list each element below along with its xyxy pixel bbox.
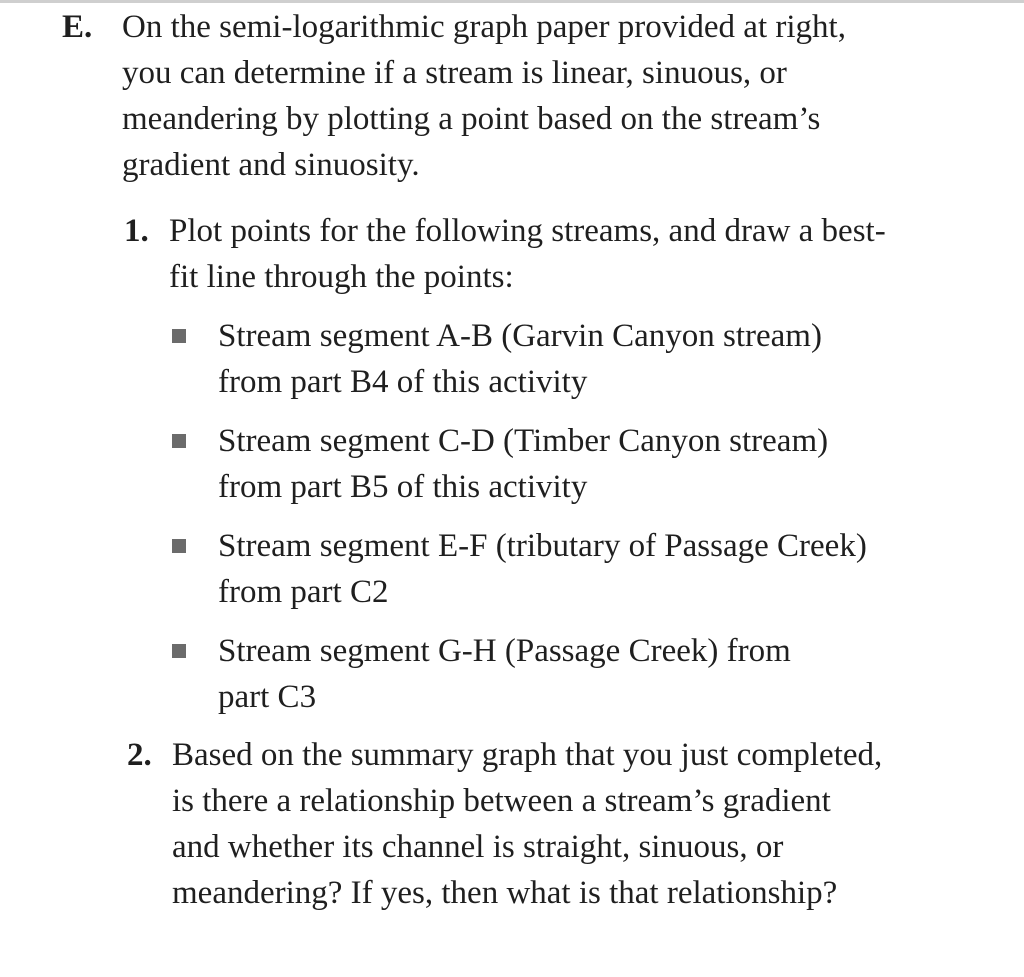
bullet-line: part C3 (218, 679, 317, 715)
square-bullet-icon (172, 329, 186, 343)
square-bullet-icon (172, 539, 186, 553)
bullet-text (218, 523, 952, 615)
section-e-paragraph (122, 4, 972, 188)
bullet-line: Stream segment A-B (Garvin Canyon stream) (218, 318, 822, 354)
item-2-text (172, 732, 1007, 916)
bullet-line: from part B5 of this activity (218, 469, 588, 505)
item-2-line: and whether its channel is straight, sinuous, or (172, 829, 784, 865)
section-e (62, 4, 972, 188)
section-e-line: you can determine if a stream is linear, sinuous, or (122, 55, 787, 91)
bullet-item-g-h (172, 628, 952, 720)
bullet-text (218, 313, 952, 405)
section-e-line: On the semi-logarithmic graph paper provided at right, (122, 9, 846, 45)
bullet-item-e-f (172, 523, 952, 615)
section-label: E. (62, 9, 93, 45)
item-1-line: fit line through the points: (169, 259, 514, 295)
item-number: 2. (127, 737, 152, 773)
item-2-line: is there a relationship between a stream’s gradient (172, 783, 831, 819)
item-2-line: Based on the summary graph that you just completed, (172, 737, 883, 773)
item-2 (127, 732, 1007, 916)
section-e-line: gradient and sinuosity. (122, 147, 420, 183)
item-number: 1. (124, 213, 149, 249)
section-e-line: meandering by plotting a point based on the stream’s (122, 101, 821, 137)
item-1-text (169, 208, 964, 300)
bullet-line: Stream segment E-F (tributary of Passage Creek) (218, 528, 867, 564)
bullet-text (218, 628, 952, 720)
item-1 (124, 208, 964, 300)
bullet-item-a-b (172, 313, 952, 405)
bullet-text (218, 418, 952, 510)
bullet-line: Stream segment C-D (Timber Canyon stream) (218, 423, 829, 459)
item-1-line: Plot points for the following streams, and draw a best- (169, 213, 886, 249)
item-2-line: meandering? If yes, then what is that relationship? (172, 875, 838, 911)
square-bullet-icon (172, 644, 186, 658)
bullet-line: Stream segment G-H (Passage Creek) from (218, 633, 791, 669)
bullet-item-c-d (172, 418, 952, 510)
square-bullet-icon (172, 434, 186, 448)
bullet-line: from part B4 of this activity (218, 364, 588, 400)
bullet-line: from part C2 (218, 574, 389, 610)
